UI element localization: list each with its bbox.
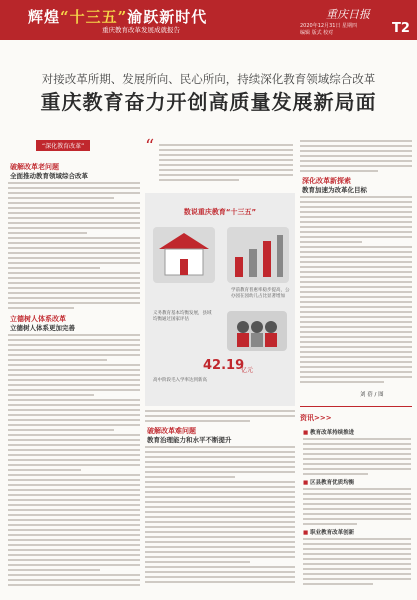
infographic-graduates: [227, 311, 287, 351]
section3-body: [145, 446, 295, 586]
middle-lower-intro: [145, 410, 295, 425]
banner-title-highlight: “十三五”: [60, 8, 128, 26]
sidebar-item-3: [303, 528, 354, 536]
section-tag: “深化教育改革”: [36, 140, 90, 151]
left-column: [8, 140, 140, 590]
infographic-item-2: 义务教育基本均衡发展，县域均衡通过国家评估: [153, 311, 212, 322]
section2-heading: 立德树人体系改革: [10, 315, 66, 323]
sidebar-item-1-body: [303, 438, 411, 478]
sidebar-item-2-label: 区县教育优质均衡: [310, 480, 355, 486]
sidebar-item-3-body: [303, 538, 411, 588]
page-number: T2: [392, 21, 410, 36]
section2-body: [8, 334, 140, 589]
square-bullet-icon: ■: [303, 530, 311, 536]
section3-subheading: 教育治理能力和水平不断提升: [147, 436, 232, 444]
sidebar-item-1: [303, 428, 354, 436]
banner-title-prefix: 辉煌: [28, 8, 61, 26]
middle-lower-column: [145, 410, 295, 595]
section1-body: [8, 182, 140, 312]
bar-chart-icon: [227, 227, 289, 283]
paper-date: 2020年12月31日 星期四: [300, 23, 358, 29]
infographic-title: 数说重庆教育“十三五”: [183, 208, 257, 216]
article-lead: 对接改革所期、发展所向、民心所向，持续深化教育领域综合改革: [41, 72, 376, 86]
right-column: [300, 140, 412, 405]
square-bullet-icon: ■: [303, 480, 311, 486]
infographic-big-number: 42.19: [203, 358, 245, 373]
quote-mark-icon: “: [145, 136, 155, 157]
school-icon: [153, 227, 215, 283]
section3-heading: 破解改革难问题: [147, 427, 196, 435]
paper-name: 重庆日报: [326, 8, 370, 21]
sidebar-item-3-label: 职业教育改革创新: [310, 530, 355, 536]
sidebar-item-2-body: [303, 488, 411, 528]
quote-block: [145, 136, 293, 188]
right-heading: 深化改革新探索: [302, 177, 351, 185]
sidebar-item-2: [303, 478, 354, 486]
graduate-icon: [227, 311, 287, 351]
infographic: [145, 193, 295, 406]
infographic-illustration: [153, 227, 215, 283]
sidebar-divider: [300, 406, 412, 407]
banner-title: [28, 6, 207, 27]
banner-subtitle: 重庆教育改革发展成就报告: [102, 26, 180, 34]
sidebar-item-1-label: 教育改革持续推进: [310, 430, 355, 436]
right-subheading: 教育加速为改革化目标: [302, 186, 367, 194]
paper-section: 编辑 版式 校对: [300, 30, 334, 36]
quote-body: [159, 144, 293, 184]
infographic-item-1: 学前教育普惠率稳步提高，公办园在园幼儿占比显著增加: [231, 288, 290, 299]
banner-title-suffix: 渝跃新时代: [127, 8, 208, 26]
article-author: 刘 蓓 / 图: [360, 392, 384, 398]
infographic-chart: [227, 227, 289, 283]
section1-heading: 破解改革老问题: [10, 163, 59, 171]
infographic-big-unit: 亿元: [241, 367, 254, 374]
right-body-1: [300, 140, 412, 175]
section1-subheading: 全面推动教育领域综合改革: [10, 172, 88, 180]
infographic-item-3: 高中阶段毛入学率达到新高: [153, 378, 207, 383]
article-headline: 重庆教育奋力开创高质量发展新局面: [40, 90, 377, 114]
sidebar-heading: 资讯>>>: [300, 414, 332, 422]
square-bullet-icon: ■: [303, 430, 311, 436]
header-banner: [0, 0, 417, 40]
right-body-2: [300, 196, 412, 386]
section2-subheading: 立德树人体系更加完善: [10, 324, 75, 332]
